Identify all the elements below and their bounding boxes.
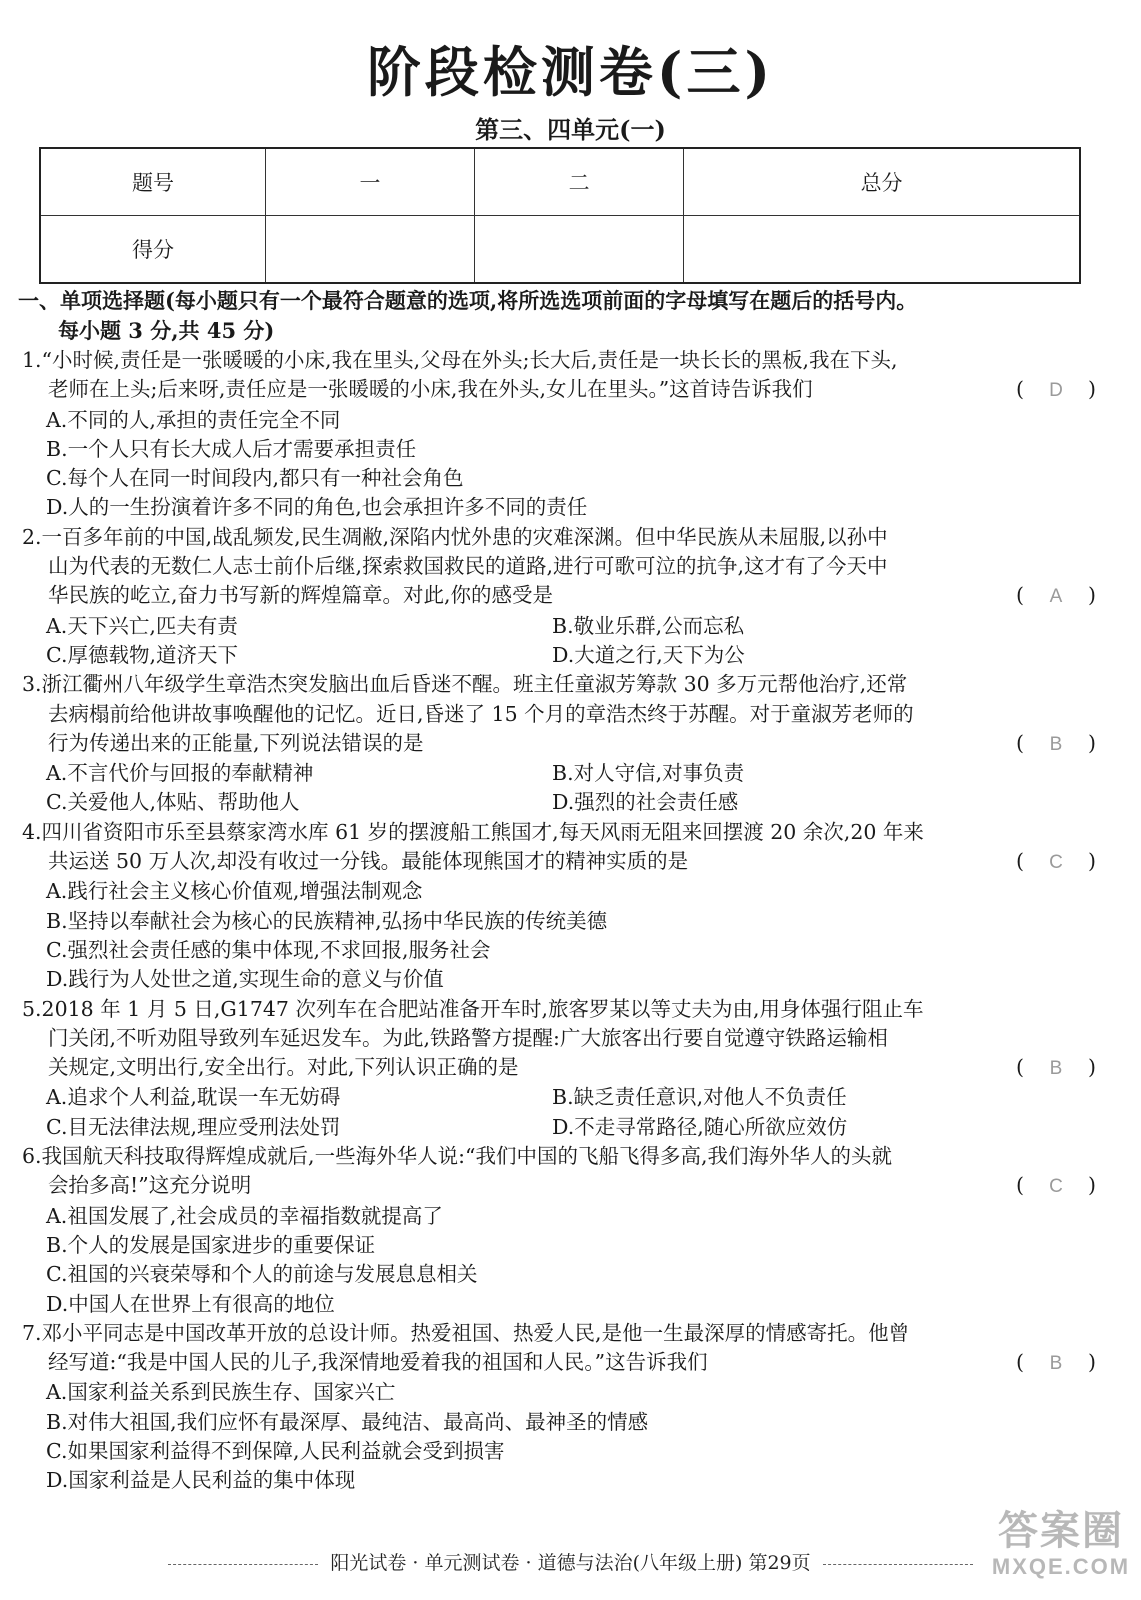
answer-option[interactable]: C.祖国的兴衰荣辱和个人的前途与发展息息相关 bbox=[46, 1262, 478, 1287]
question-answer-line bbox=[22, 375, 1100, 405]
question-item bbox=[22, 818, 1100, 995]
question-answer-line bbox=[22, 581, 1100, 611]
score-table-header-cell: 二 bbox=[475, 148, 684, 216]
answer-option[interactable]: D.强烈的社会责任感 bbox=[552, 790, 739, 815]
question-stem: 2.一百多年前的中国,战乱频发,民生凋敝,深陷内忧外患的灾难深渊。但中华民族从未屈服,以孙中 bbox=[22, 524, 888, 549]
question-stem-last: 会抬多高!”这充分说明 bbox=[48, 1173, 252, 1198]
answer-option[interactable]: D.大道之行,天下为公 bbox=[552, 642, 745, 667]
page-subtitle: 第三、四单元(一) bbox=[475, 115, 666, 144]
option-row bbox=[22, 641, 1100, 670]
question-stem: 3.浙江衢州八年级学生章浩杰突发脑出血后昏迷不醒。班主任童淑芳筹款 30 多万元帮他治疗,还常 bbox=[22, 672, 908, 697]
answer-value: C bbox=[1049, 1176, 1063, 1198]
answer-option[interactable]: D.践行为人处世之道,实现生命的意义与价值 bbox=[46, 967, 444, 992]
answer-value: B bbox=[1049, 733, 1063, 755]
question-stem: 6.我国航天科技取得辉煌成就后,一些海外华人说:“我们中国的飞船飞得多高,我们海外华人的头就 bbox=[22, 1144, 892, 1169]
answer-option[interactable]: A.天下兴亡,匹夫有责 bbox=[46, 613, 238, 638]
answer-option[interactable]: C.如果国家利益得不到保障,人民利益就会受到损害 bbox=[46, 1438, 505, 1463]
option-row bbox=[22, 788, 1100, 817]
question-stem-continued: 去病榻前给他讲故事唤醒他的记忆。近日,昏迷了 15 个月的章浩杰终于苏醒。对于童淑芳老师的 bbox=[48, 701, 914, 726]
answer-option[interactable]: B.一个人只有长大成人后才需要承担责任 bbox=[46, 436, 417, 461]
question-stem-last: 老师在上头;后来呀,责任应是一张暖暖的小床,我在外头,女儿在里头。”这首诗告诉我们 bbox=[48, 377, 813, 402]
question-answer-line bbox=[22, 1348, 1100, 1378]
answer-option[interactable]: B.对人守信,对事负责 bbox=[552, 761, 745, 786]
question-stem-last: 关规定,文明出行,安全出行。对此,下列认识正确的是 bbox=[48, 1055, 519, 1080]
question-answer-line bbox=[22, 847, 1100, 877]
question-item bbox=[22, 346, 1100, 523]
question-item bbox=[22, 1319, 1100, 1496]
question-stem-last: 华民族的屹立,奋力书写新的辉煌篇章。对此,你的感受是 bbox=[48, 583, 554, 608]
answer-option[interactable]: C.每个人在同一时间段内,都只有一种社会角色 bbox=[46, 466, 464, 491]
answer-option[interactable]: B.个人的发展是国家进步的重要保证 bbox=[46, 1232, 376, 1257]
answer-value: A bbox=[1049, 586, 1063, 608]
answer-bracket[interactable]: ( B ) bbox=[1016, 1348, 1100, 1378]
score-table-header-cell: 一 bbox=[266, 148, 475, 216]
answer-bracket[interactable]: ( C ) bbox=[1016, 1171, 1100, 1201]
answer-bracket[interactable]: ( C ) bbox=[1016, 847, 1100, 877]
answer-value: C bbox=[1049, 852, 1063, 874]
score-cell[interactable] bbox=[266, 216, 475, 284]
answer-value: B bbox=[1049, 1353, 1063, 1375]
question-item bbox=[22, 523, 1100, 670]
question-answer-line bbox=[22, 1053, 1100, 1083]
page-title: 阶段检测卷(三) bbox=[366, 40, 775, 104]
question-answer-line bbox=[22, 729, 1100, 759]
answer-option[interactable]: C.厚德载物,道济天下 bbox=[46, 642, 238, 667]
answer-option[interactable]: D.不走寻常路径,随心所欲应效仿 bbox=[552, 1114, 848, 1139]
question-stem: 4.四川省资阳市乐至县蔡家湾水库 61 岁的摆渡船工熊国才,每天风雨无阻来回摆渡 20 余次,20 年来 bbox=[22, 819, 924, 844]
answer-bracket[interactable]: ( A ) bbox=[1016, 581, 1100, 611]
answer-option[interactable]: B.敬业乐群,公而忘私 bbox=[552, 613, 745, 638]
answer-option[interactable]: C.关爱他人,体贴、帮助他人 bbox=[46, 790, 300, 815]
question-item bbox=[22, 670, 1100, 817]
answer-option[interactable]: A.追求个人利益,耽误一车无妨碍 bbox=[46, 1085, 341, 1110]
question-item bbox=[22, 995, 1100, 1142]
question-stem-last: 经写道:“我是中国人民的儿子,我深情地爱着我的祖国和人民。”这告诉我们 bbox=[48, 1350, 708, 1375]
answer-option[interactable]: D.国家利益是人民利益的集中体现 bbox=[46, 1468, 356, 1493]
answer-option[interactable]: A.不言代价与回报的奉献精神 bbox=[46, 761, 314, 786]
answer-option[interactable]: B.对伟大祖国,我们应怀有最深厚、最纯洁、最高尚、最神圣的情感 bbox=[46, 1409, 649, 1434]
score-table-score-row bbox=[40, 216, 1080, 284]
section-heading-line1: 一、单项选择题(每小题只有一个最符合题意的选项,将所选选项前面的字母填写在题后的括号内。 bbox=[18, 288, 918, 313]
answer-option[interactable]: A.践行社会主义核心价值观,增强法制观念 bbox=[46, 879, 423, 904]
answer-option[interactable]: D.人的一生扮演着许多不同的角色,也会承担许多不同的责任 bbox=[46, 495, 588, 520]
question-stem-last: 共运送 50 万人次,却没有收过一分钱。最能体现熊国才的精神实质的是 bbox=[48, 849, 689, 874]
score-table-header-cell: 总分 bbox=[684, 148, 1080, 216]
score-table-header-cell: 题号 bbox=[40, 148, 266, 216]
answer-option[interactable]: A.不同的人,承担的责任完全不同 bbox=[46, 407, 341, 432]
question-list bbox=[22, 346, 1100, 1496]
score-cell[interactable] bbox=[475, 216, 684, 284]
answer-option[interactable]: C.强烈社会责任感的集中体现,不求回报,服务社会 bbox=[46, 937, 491, 962]
question-stem-continued: 山为代表的无数仁人志士前仆后继,探索救国救民的道路,进行可歌可泣的抗争,这才有了今天中 bbox=[48, 554, 888, 579]
answer-option[interactable]: C.目无法律法规,理应受刑法处罚 bbox=[46, 1114, 341, 1139]
option-row bbox=[22, 612, 1100, 641]
section-heading bbox=[18, 286, 1128, 346]
question-stem: 1.“小时候,责任是一张暖暖的小床,我在里头,父母在外头;长大后,责任是一块长长的黑板,我在下头, bbox=[22, 348, 898, 372]
answer-bracket[interactable]: ( D ) bbox=[1016, 375, 1100, 405]
score-table bbox=[39, 147, 1081, 284]
question-item bbox=[22, 1142, 1100, 1319]
answer-bracket[interactable]: ( B ) bbox=[1016, 729, 1100, 759]
question-stem: 7.邓小平同志是中国改革开放的总设计师。热爱祖国、热爱人民,是他一生最深厚的情感寄托。他曾 bbox=[22, 1320, 910, 1345]
answer-value: B bbox=[1049, 1058, 1063, 1080]
option-row bbox=[22, 759, 1100, 788]
answer-bracket[interactable]: ( B ) bbox=[1016, 1053, 1100, 1083]
option-row bbox=[22, 1083, 1100, 1112]
option-row bbox=[22, 1113, 1100, 1142]
score-row-label: 得分 bbox=[40, 216, 266, 284]
answer-option[interactable]: A.国家利益关系到民族生存、国家兴亡 bbox=[46, 1380, 396, 1405]
answer-option[interactable]: B.缺乏责任意识,对他人不负责任 bbox=[552, 1085, 847, 1110]
question-stem-last: 行为传递出来的正能量,下列说法错误的是 bbox=[48, 730, 424, 755]
watermark-logo: 答案圈 MXQE.COM bbox=[991, 1509, 1131, 1579]
score-table-header-row bbox=[40, 148, 1080, 216]
answer-value: D bbox=[1049, 380, 1063, 402]
question-stem-continued: 门关闭,不听劝阻导致列车延迟发车。为此,铁路警方提醒:广大旅客出行要自觉遵守铁路运输相 bbox=[48, 1025, 888, 1050]
page-footer: 阳光试卷 · 单元测试卷 · 道德与法治(八年级上册) 第29页 bbox=[0, 1548, 1141, 1575]
question-stem: 5.2018 年 1 月 5 日,G1747 次列车在合肥站准备开车时,旅客罗某以等丈夫为由,用身体强行阻止车 bbox=[22, 996, 924, 1021]
answer-option[interactable]: B.坚持以奉献社会为核心的民族精神,弘扬中华民族的传统美德 bbox=[46, 908, 608, 933]
section-heading-line2: 每小题 3 分,共 45 分) bbox=[58, 318, 275, 343]
score-cell[interactable] bbox=[684, 216, 1080, 284]
answer-option[interactable]: D.中国人在世界上有很高的地位 bbox=[46, 1291, 335, 1316]
answer-option[interactable]: A.祖国发展了,社会成员的幸福指数就提高了 bbox=[46, 1203, 443, 1228]
question-answer-line bbox=[22, 1171, 1100, 1201]
